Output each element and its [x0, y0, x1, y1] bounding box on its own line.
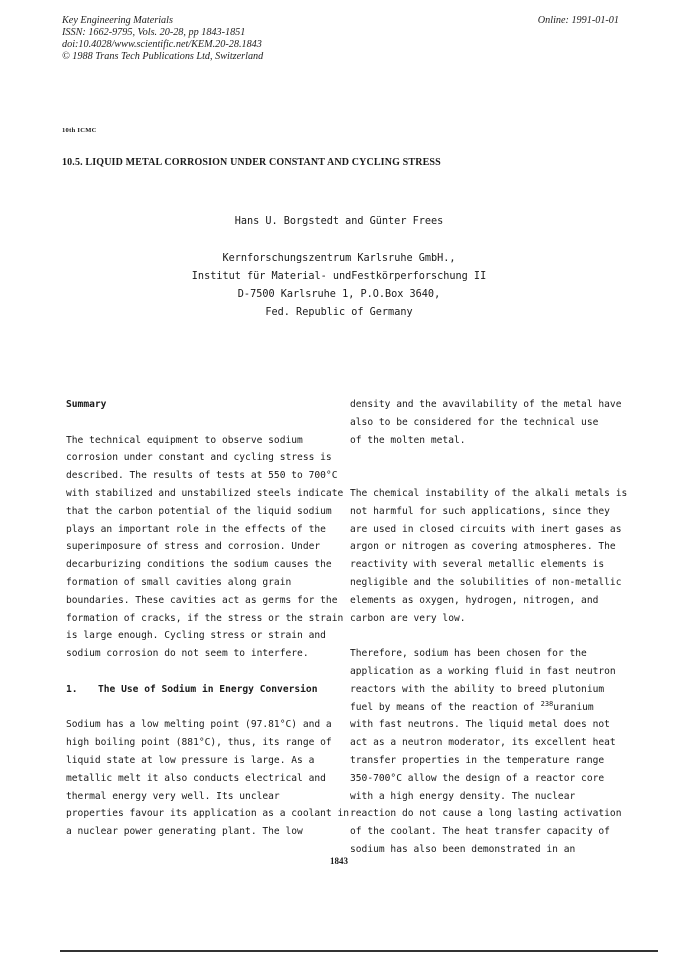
journal-copyright: © 1988 Trans Tech Publications Ltd, Switzerland	[62, 51, 264, 62]
text-line	[350, 699, 612, 717]
right-column	[350, 396, 628, 859]
text-line: corrosion under constant and cycling stress is	[66, 452, 332, 464]
summary-heading: Summary	[66, 399, 107, 410]
text-line: a nuclear power generating plant. The low	[66, 826, 303, 838]
text-line: Therefore, sodium has been chosen for the	[350, 648, 587, 660]
text-line: superimposure of stress and corrosion. Under	[66, 541, 321, 553]
text-line: sodium corrosion do not seem to interfere.	[66, 648, 309, 660]
authors: Hans U. Borgstedt and Günter Frees	[234, 216, 444, 227]
text-line: formation of cracks, if the stress or the strain	[66, 612, 344, 624]
text-line: 350-700°C allow the design of a reactor core	[350, 772, 605, 784]
text-line: of the coolant. The heat transfer capacity of	[350, 826, 610, 838]
text-line: also to be considered for the technical use	[350, 416, 599, 428]
text-line: that the carbon potential of the liquid sodium	[66, 505, 332, 517]
text-line: formation of small cavities along grain	[66, 576, 292, 588]
section-text	[66, 716, 350, 841]
text-line: of the molten metal.	[350, 434, 466, 446]
text-line: boundaries. These cavities act as germs for the	[66, 594, 338, 606]
journal-doi: doi:10.4028/www.scientific.net/KEM.20-28.1843	[62, 39, 262, 50]
text-line: carbon are very low.	[350, 612, 466, 624]
text-line: The chemical instability of the alkali metals is	[350, 487, 628, 499]
isotope-superscript: 238	[540, 699, 554, 708]
text-line: density and the avavilability of the metal have	[350, 399, 622, 410]
paragraph	[350, 485, 628, 627]
text-line: The technical equipment to observe sodium	[66, 434, 303, 446]
affiliation-line: Kernforschungszentrum Karlsruhe GmbH.,	[222, 253, 456, 264]
affiliation-line: Institut für Material- undFestkörperforschung II	[191, 271, 487, 282]
text-line: elements as oxygen, hydrogen, nitrogen, and	[350, 594, 599, 606]
fuel-suffix: uranium	[553, 701, 594, 713]
conference-tag: 10th ICMC	[62, 127, 97, 134]
text-line: high boiling point (881°C), thus, its range of	[66, 737, 332, 749]
text-line: thermal energy very well. Its unclear	[66, 790, 280, 802]
text-line: metallic melt it also conducts electrical and	[66, 772, 326, 784]
text-line: transfer properties in the temperature range	[350, 754, 605, 766]
text-line: with a high energy density. The nuclear	[350, 790, 576, 802]
page-number: 1843	[330, 856, 348, 866]
text-line: plays an important role in the effects of the	[66, 523, 326, 535]
journal-issn: ISSN: 1662-9795, Vols. 20-28, pp 1843-1851	[62, 27, 246, 38]
text-line: is large enough. Cycling stress or strain and	[66, 630, 326, 642]
text-line: Sodium has a low melting point (97.81°C) and a	[66, 719, 332, 731]
text-line: liquid state at low pressure is large. As a	[66, 754, 315, 766]
affiliation	[0, 250, 678, 322]
text-line: described. The results of tests at 550 to 700°C	[66, 470, 338, 482]
section-heading	[66, 681, 328, 699]
section-title: The Use of Sodium in Energy Conversion	[98, 683, 318, 695]
text-line: act as a neutron moderator, its excellent heat	[350, 737, 616, 749]
text-line: argon or nitrogen as covering atmospheres. The	[350, 541, 616, 553]
text-line: reactors with the ability to breed plutonium	[350, 683, 605, 695]
journal-header	[62, 15, 263, 63]
summary-text	[66, 432, 344, 663]
text-line: properties favour its application as a coolant in	[66, 808, 350, 820]
online-date: Online: 1991-01-01	[537, 15, 619, 26]
text-line: negligible and the solubilities of non-metallic	[350, 576, 622, 588]
affiliation-line: D-7500 Karlsruhe 1, P.O.Box 3640,	[237, 289, 441, 300]
text-line: sodium has also been demonstrated in an	[350, 843, 576, 855]
fuel-prefix: fuel by means of the reaction of	[350, 701, 541, 713]
text-line: reaction do not cause a long lasting activation	[350, 808, 622, 820]
paragraph	[350, 645, 622, 859]
bottom-rule	[60, 950, 658, 952]
text-line: with stabilized and unstabilized steels indicate	[66, 487, 344, 499]
left-column	[66, 396, 350, 841]
text-line: not harmful for such applications, since they	[350, 505, 610, 517]
section-number: 1.	[66, 683, 78, 695]
text-line: application as a working fluid in fast neutron	[350, 665, 616, 677]
paragraph	[350, 396, 622, 449]
text-line: with fast neutrons. The liquid metal does not	[350, 719, 610, 731]
affiliation-line: Fed. Republic of Germany	[265, 307, 413, 318]
text-line: are used in closed circuits with inert gases as	[350, 523, 622, 535]
text-line: decarburizing conditions the sodium causes the	[66, 559, 332, 571]
paper-title: 10.5. LIQUID METAL CORROSION UNDER CONSTANT AND CYCLING STRESS	[62, 157, 441, 168]
journal-name: Key Engineering Materials	[62, 15, 173, 26]
text-line: reactivity with several metallic elements is	[350, 559, 605, 571]
